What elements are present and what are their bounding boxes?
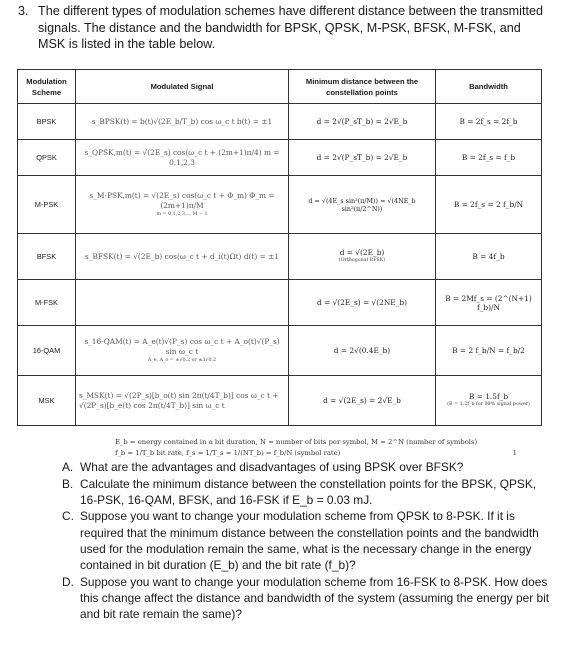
table-row xyxy=(18,376,542,426)
cell-scheme: M-FSK xyxy=(18,280,76,326)
part-text: Calculate the minimum distance between the constellation points for the BPSK, QPSK, 16-PSK, 16-QAM, BFSK, and 16-FSK if E_b = 0.03 mJ. xyxy=(80,476,537,507)
table-row xyxy=(18,326,542,376)
cell-distance: d = 2√(P_sT_b) = 2√E_b xyxy=(289,104,436,140)
part-label: D. xyxy=(62,574,74,589)
part-label: A. xyxy=(62,460,74,474)
table-row xyxy=(18,280,542,326)
part-text: Suppose you want to change your modulation scheme from 16-FSK to 8-PSK. How does this change affect the distance and bandwidth of the system (assuming the energy per bit and bit rate remain the same)? xyxy=(80,574,550,621)
cell-signal: s_BFSK(t) = √(2E_b) cos(ω_c t + d_i(t)Ωt) d(t) = ±1 xyxy=(76,234,289,280)
table-footnote xyxy=(115,437,535,459)
cell-scheme: QPSK xyxy=(18,140,76,176)
cell-distance: d = 2√(P_sT_b) = 2√E_b xyxy=(289,140,436,176)
part-text: Suppose you want to change your modulation scheme from QPSK to 8-PSK. If it is required that the minimum distance between the constellation points and the bandwidth used for the modulation remain the same, what is the necessary change in the energy contained in bit duration (E_b) and the bit rate (f_b)? xyxy=(80,509,539,572)
cell-bandwidth: B = 2f_s = f_b xyxy=(436,140,542,176)
header-distance: Minimum distance between the constellation points xyxy=(289,70,436,104)
question-part xyxy=(62,476,552,508)
cell-scheme: MSK xyxy=(18,376,76,426)
cell-signal: s_QPSK,m(t) = √(2E_s) cos(ω_c t + (2m+1)π/4) m = 0,1,2,3 xyxy=(76,140,289,176)
signal-note: A_e, A_o = ±√0.2 or ±3√0.2 xyxy=(147,357,217,363)
cell-scheme: BPSK xyxy=(18,104,76,140)
question-header xyxy=(18,3,548,51)
cell-signal xyxy=(76,280,289,326)
cell-signal: s_BPSK(t) = b(t)√(2E_b/T_b) cos ω_c t b(t) = ±1 xyxy=(76,104,289,140)
part-label: C. xyxy=(62,509,74,524)
table-header-row xyxy=(18,70,542,104)
cell-distance: d = √(2E_s) = 2√E_b xyxy=(289,376,436,426)
cell-bandwidth: B = 2f_s = 2f_b xyxy=(436,104,542,140)
table-row xyxy=(18,140,542,176)
question-parts xyxy=(62,459,552,623)
table-row xyxy=(18,234,542,280)
question-part xyxy=(62,574,552,623)
footnote-line-1: E_b = energy contained in a bit duration, N = number of bits per symbol, M = 2^N (number of symbols) xyxy=(115,438,478,446)
signal-note: m = 0,1,2,3,... M − 1 xyxy=(156,211,208,217)
bandwidth-note: (B = 1.2f_b for 99% signal power) xyxy=(447,402,530,407)
cell-distance: d = 2√(0.4E_b) xyxy=(289,326,436,376)
header-scheme: Modulation Scheme xyxy=(18,70,76,104)
cell-signal: s_M-PSK,m(t) = √(2E_s) cos(ω_c t + Φ_m) Φ_m = (2m+1)π/M m = 0,1,2,3,... M − 1 xyxy=(76,176,289,234)
table-row xyxy=(18,176,542,234)
part-text: What are the advantages and disadvantages of using BPSK over BFSK? xyxy=(80,460,464,474)
cell-distance: d = √(4E_s sin²(π/M)) = √(4NE_b sin²(π/2^N)) xyxy=(289,176,436,234)
question-number: 3. xyxy=(18,4,29,18)
part-label: B. xyxy=(62,476,74,491)
cell-bandwidth: B = 2 f_b/N = f_b/2 xyxy=(436,326,542,376)
page-number: 1 xyxy=(512,449,517,457)
header-bandwidth: Bandwidth xyxy=(436,70,542,104)
distance-note: (Orthogonal BFSK) xyxy=(338,258,386,263)
cell-scheme: BFSK xyxy=(18,234,76,280)
cell-scheme: 16-QAM xyxy=(18,326,76,376)
cell-bandwidth: B = 2Mf_s = (2^(N+1) f_b)/N xyxy=(436,280,542,326)
cell-scheme: M-PSK xyxy=(18,176,76,234)
cell-signal: s_16-QAM(t) = A_e(t)√(P_s) cos ω_c t + A_o(t)√(P_s) sin ω_c t A_e, A_o = ±√0.2 or ±3√0.2 xyxy=(76,326,289,376)
cell-bandwidth: B = 1.5f_b (B = 1.2f_b for 99% signal power) xyxy=(436,376,542,426)
question-text: The different types of modulation schemes have different distance between the transmitted signals. The distance and the bandwidth for BPSK, QPSK, M-PSK, BFSK, M-FSK, and MSK is listed in the table below. xyxy=(38,4,543,51)
cell-bandwidth: B = 2f_s = 2 f_b/N xyxy=(436,176,542,234)
table-row xyxy=(18,104,542,140)
cell-bandwidth: B = 4f_b xyxy=(436,234,542,280)
cell-distance: d = √(2E_s) = √(2NE_b) xyxy=(289,280,436,326)
header-signal: Modulated Signal xyxy=(76,70,289,104)
cell-signal: s_MSK(t) = √(2P_s)[b_o(t) sin 2π(t/4T_b)] cos ω_c t + √(2P_s)[b_e(t) cos 2π(t/4T_b)] sin ω_c t xyxy=(76,376,289,426)
footnote-line-2: f_b = 1/T_b bit rate, f_s = 1/T_s = 1/(NT_b) = f_b/N (symbol rate) xyxy=(115,449,341,457)
cell-distance: d = √(2E_b) (Orthogonal BFSK) xyxy=(289,234,436,280)
modulation-table xyxy=(17,69,542,426)
question-part xyxy=(62,459,552,475)
question-part xyxy=(62,508,552,573)
